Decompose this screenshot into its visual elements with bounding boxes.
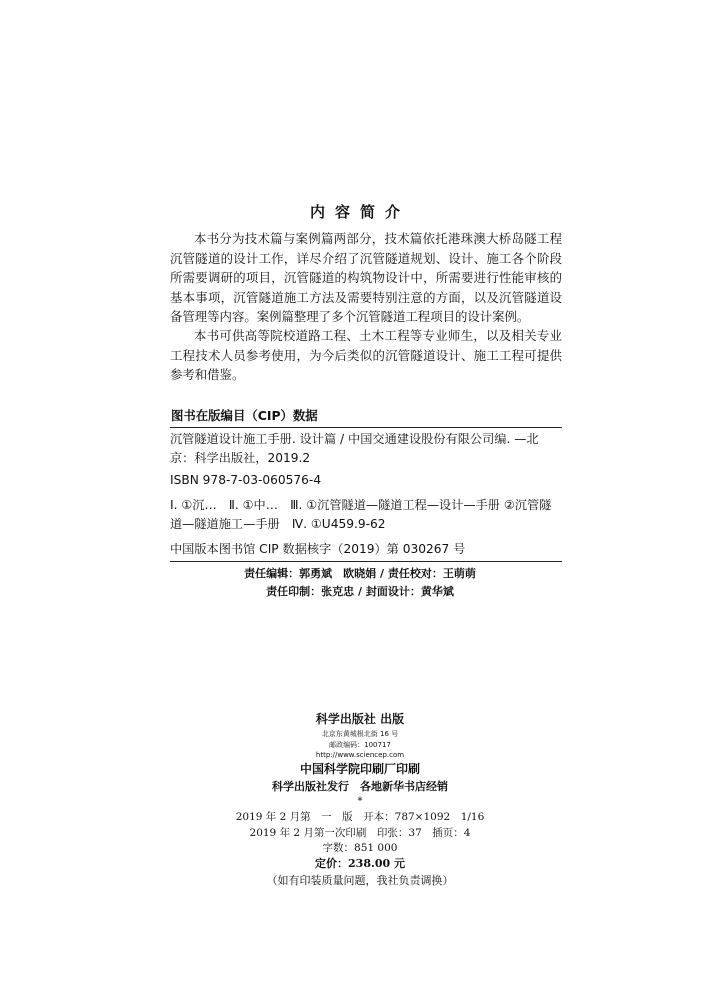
publisher-website: http://www.sciencep.com xyxy=(315,751,405,759)
summary-paragraph-2: 本书可供高等院校道路工程、土木工程等专业师生，以及相关专业工程技术人员参考使用，为今后类似的沉管隧道设计、施工工程可提供参考和借鉴。 xyxy=(170,328,562,382)
staff-line-1: 责任编辑：郭勇斌 欧晓娟 / 责任校对：王萌萌 xyxy=(244,567,476,580)
staff-line-2: 责任印制：张克忠 / 封面设计：黄华斌 xyxy=(266,585,454,598)
edition-info: 2019 年 2 月第 一 版 开本：787×1092 1/16 xyxy=(235,811,485,823)
summary-title: 内容简介 xyxy=(309,203,410,221)
publisher-address: 北京东黄城根北街 16 号 xyxy=(321,730,399,738)
cip-bottom-rule xyxy=(170,561,562,562)
quality-notice: （如有印装质量问题，我社负责调换） xyxy=(266,874,454,887)
cip-isbn: ISBN 978-7-03-060576-4 xyxy=(170,473,322,487)
price: 定价：238.00 元 xyxy=(315,857,405,870)
cip-classification: Ⅰ. ①沉… Ⅱ. ①中… Ⅲ. ①沉管隧道—隧道工程—设计—手册 ②沉管隧道—隧道施工—手册 Ⅳ. ①U459.9-62 xyxy=(170,498,552,531)
printing-info: 2019 年 2 月第一次印刷 印张：37 插页：4 xyxy=(249,827,471,839)
cip-top-rule xyxy=(170,427,562,428)
summary-paragraph-1: 本书分为技术篇与案例篇两部分，技术篇依托港珠澳大桥岛隧工程沉管隧道的设计工作，详尽介绍了沉管隧道规划、设计、施工各个阶段所需要调研的项目，沉管隧道的构筑物设计中，所需要进行性能审核的基本事项，沉管隧道施工方法及需要特别注意的方面，以及沉管隧道设备管理等内容。案例篇整理了多个沉管隧道工程项目的设计案例。 xyxy=(170,231,562,324)
publisher-name: 科学出版社 出版 xyxy=(315,712,405,726)
distribution: 科学出版社发行 各地新华书店经销 xyxy=(272,780,448,793)
cip-record: 沉管隧道设计施工手册. 设计篇 / 中国交通建设股份有限公司编. —北京：科学出版社，2019.2 xyxy=(170,432,539,465)
cip-checking-number: 中国版本图书馆 CIP 数据核字（2019）第 030267 号 xyxy=(170,542,466,556)
separator-star: * xyxy=(357,796,363,807)
printer-name: 中国科学院印刷厂印刷 xyxy=(299,762,420,776)
cip-heading: 图书在版编目（CIP）数据 xyxy=(171,408,318,423)
word-count: 字数：851 000 xyxy=(322,842,398,854)
publisher-postcode: 邮政编码：100717 xyxy=(329,741,391,749)
